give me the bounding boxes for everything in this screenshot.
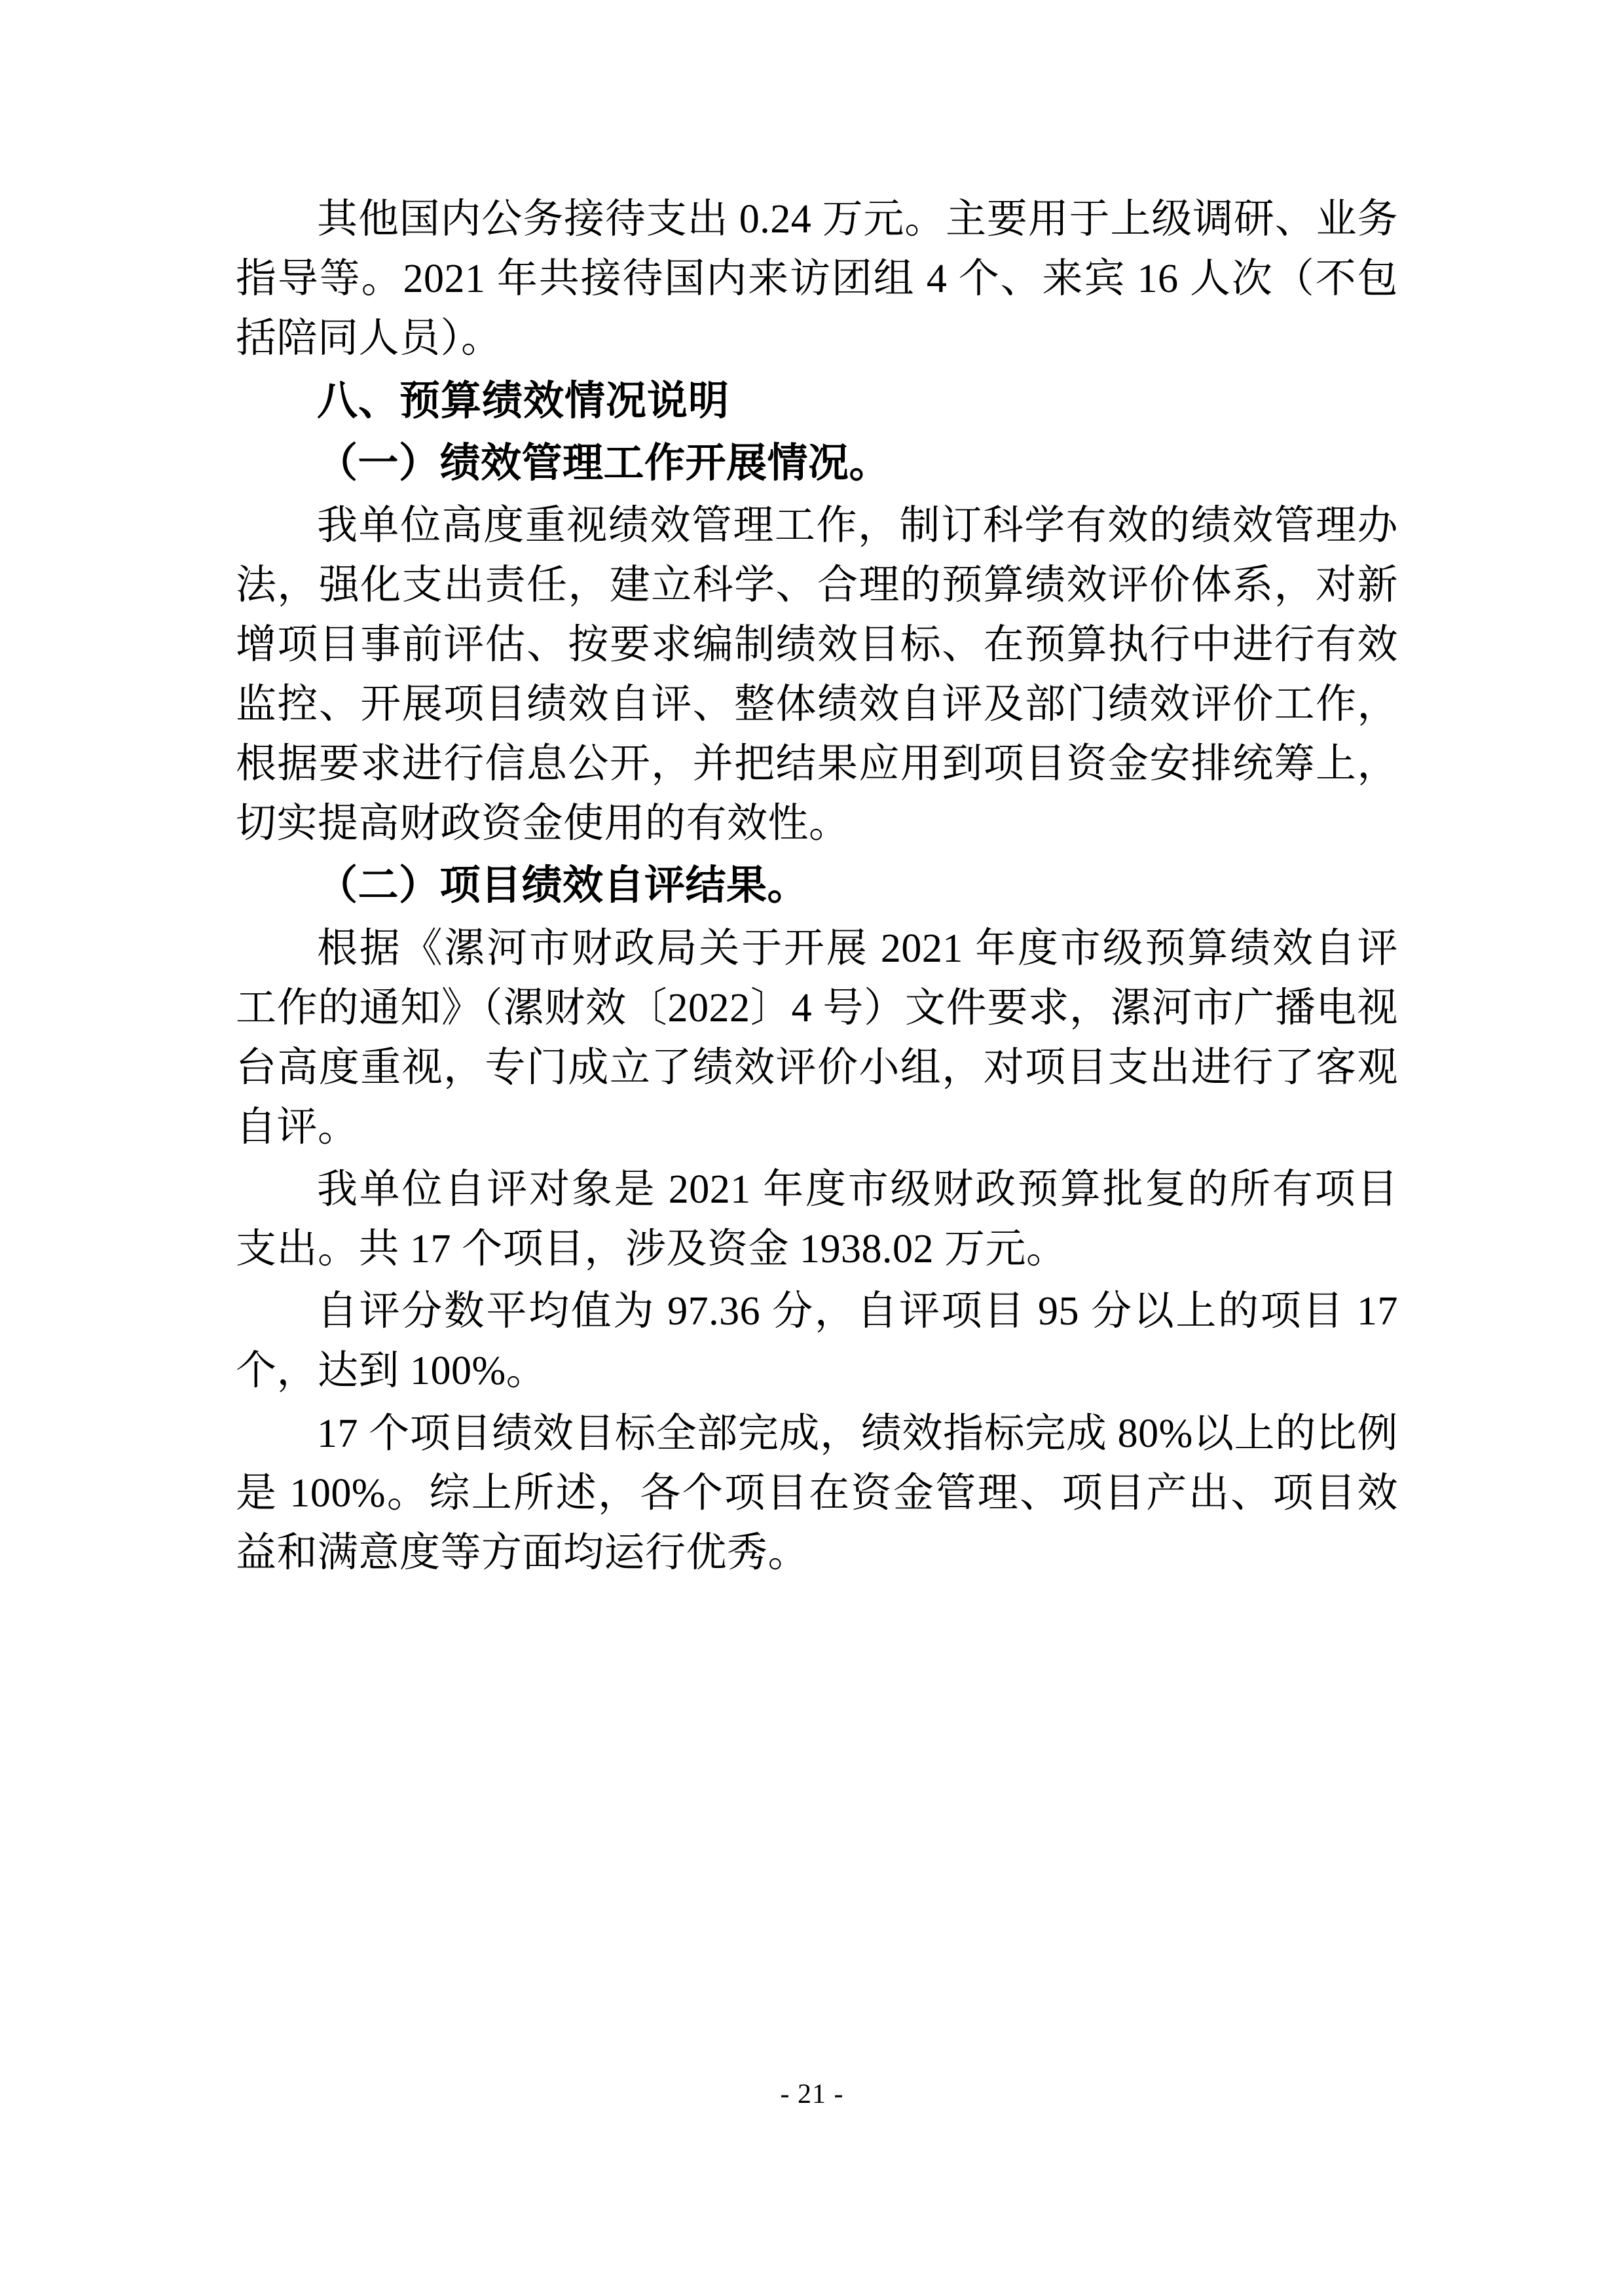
subsection-heading: （二）项目绩效自评结果。: [317, 864, 809, 909]
section-heading: 八、预算绩效情况说明: [317, 378, 730, 424]
paragraph: 自评分数平均值为 97.36 分，自评项目 95 分以上的项目 17 个，达到 100%。: [236, 1289, 1398, 1394]
paragraph: 其他国内公务接待支出 0.24 万元。主要用于上级调研、业务指导等。2021 年共接待国内来访团组 4 个、来宾 16 人次（不包括陪同人员）。: [236, 197, 1398, 361]
paragraph: 我单位高度重视绩效管理工作，制订科学有效的绩效管理办法，强化支出责任，建立科学、合理的预算绩效评价体系，对新增项目事前评估、按要求编制绩效目标、在预算执行中进行有效监控、开展项目绩效自评、整体绩效自评及部门绩效评价工作，根据要求进行信息公开，并把结果应用到项目资金安排统筹上，切实提高财政资金使用的有效性。: [236, 503, 1398, 847]
page-number: - 21 -: [780, 2079, 844, 2109]
paragraph: 我单位自评对象是 2021 年度市级财政预算批复的所有项目支出。共 17 个项目，涉及资金 1938.02 万元。: [236, 1167, 1398, 1272]
paragraph: 17 个项目绩效目标全部完成，绩效指标完成 80%以上的比例是 100%。综上所述，各个项目在资金管理、项目产出、项目效益和满意度等方面均运行优秀。: [236, 1411, 1398, 1575]
page-content: [236, 190, 1398, 1586]
paragraph: 根据《漯河市财政局关于开展 2021 年度市级预算绩效自评工作的通知》（漯财效〔2022〕4 号）文件要求，漯河市广播电视台高度重视，专门成立了绩效评价小组，对项目支出进行了客观自评。: [236, 926, 1398, 1150]
subsection-heading: （一）绩效管理工作开展情况。: [317, 441, 891, 486]
